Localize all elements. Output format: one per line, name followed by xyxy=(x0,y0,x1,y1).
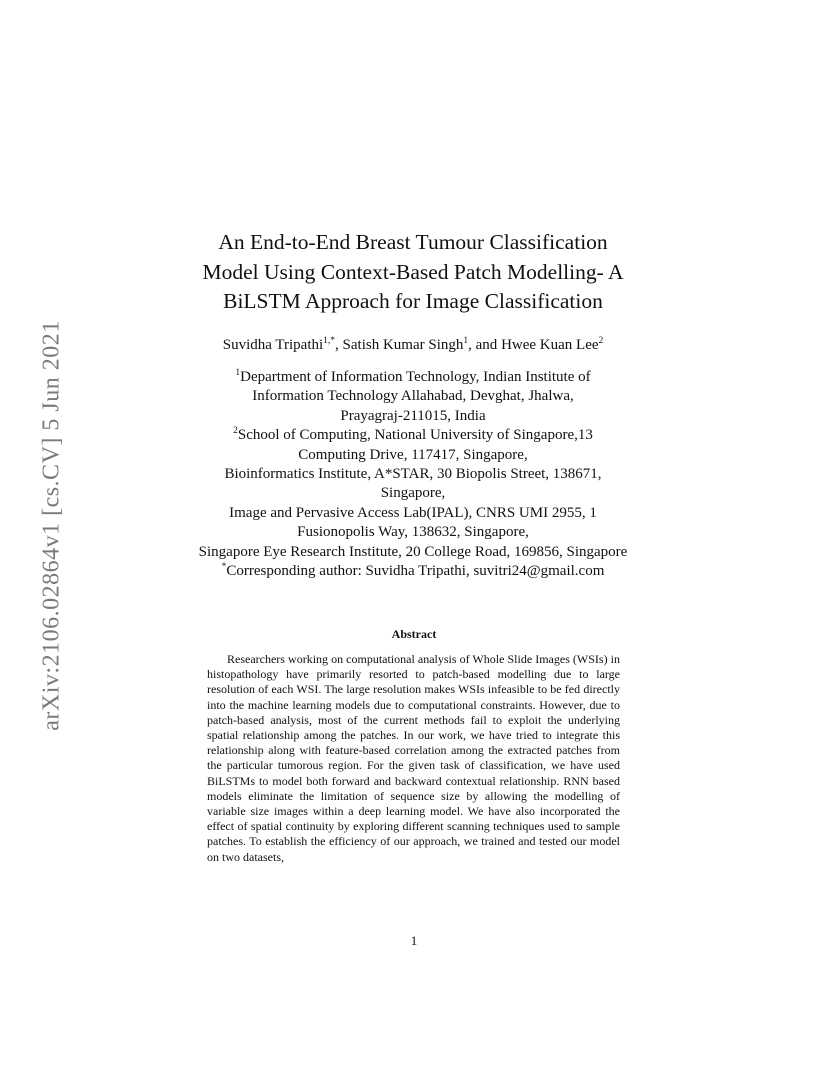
affiliation-line: $^2$School of Computing, National University of Singapore,13 xyxy=(233,426,593,444)
title-line-1: An End-to-End Breast Tumour Classification xyxy=(218,230,608,254)
affiliation-line: Image and Pervasive Access Lab(IPAL), CNRS UMI 2955, 1 xyxy=(229,504,597,521)
affiliation-line: Bioinformatics Institute, A*STAR, 30 Biopolis Street, 138671, xyxy=(224,466,602,483)
arxiv-identifier: arXiv:2106.02864v1 [cs.CV] 5 Jun 2021 xyxy=(38,319,65,731)
author-affiliation-mark: 1,* xyxy=(323,336,336,346)
author-list xyxy=(120,335,706,355)
paper-title xyxy=(150,228,676,317)
page-number: 1 xyxy=(410,933,418,948)
author-affiliation-mark: 1 xyxy=(463,336,469,346)
author-name: Satish Kumar Singh xyxy=(342,337,464,353)
affiliation-line: Computing Drive, 117417, Singapore, xyxy=(298,446,528,463)
corresponding-author-line: *Corresponding author: Suvidha Tripathi, suvitri24@gmail.com xyxy=(221,562,605,580)
affiliation-line: Prayagraj-211015, India xyxy=(340,407,486,424)
abstract-body: Researchers working on computational analysis of Whole Slide Images (WSIs) in histopathology have primarily resorted to patch-based modelling due to large resolution of each WSI. The large resolution makes WSIs infeasible to be fed directly into the machine learning models due to computational constraints. However, due to patch-based analysis, most of the current methods fail to exploit the underlying spatial relationship among the patches. In our work, we have tried to integrate this relationship along with feature-based correlation among the extracted patches from the particular tumorous region. For the given task of classification, we have used BiLSTMs to model both forward and backward contextual relationship. RNN based models eliminate the limitation of sequence size by allowing the modelling of variable size images within a deep learning model. We have also incorporated the effect of spatial continuity by exploring different scanning techniques used to sample patches. To establish the efficiency of our approach, we trained and tested our model on two datasets, xyxy=(207,652,620,864)
corresponding-author-mark: * xyxy=(221,562,227,573)
affiliation-line: Singapore Eye Research Institute, 20 College Road, 169856, Singapore xyxy=(198,543,628,560)
affiliation-line: Information Technology Allahabad, Devghat, Jhalwa, xyxy=(252,388,574,405)
arxiv-identifier-stamp xyxy=(36,300,68,750)
affiliation-line: Fusionopolis Way, 138632, Singapore, xyxy=(297,524,529,541)
affiliation-line: Singapore, xyxy=(380,485,446,502)
abstract-heading: Abstract xyxy=(391,627,437,641)
title-line-2: Model Using Context-Based Patch Modelling- A xyxy=(202,259,624,284)
affiliation-mark: 1 xyxy=(235,368,241,378)
affiliation-mark: 2 xyxy=(233,426,238,437)
author-separator: , and xyxy=(468,337,502,353)
author-separator: , xyxy=(335,337,343,353)
affiliations xyxy=(120,368,706,581)
author-affiliation-mark: 2 xyxy=(598,336,604,346)
author-name: Suvidha Tripathi xyxy=(222,337,324,353)
title-line-3: BiLSTM Approach for Image Classification xyxy=(223,289,603,313)
affiliation-line: $^1$Department of Information Technology, Indian Institute of xyxy=(235,368,591,385)
author-name: Hwee Kuan Lee xyxy=(501,337,599,353)
